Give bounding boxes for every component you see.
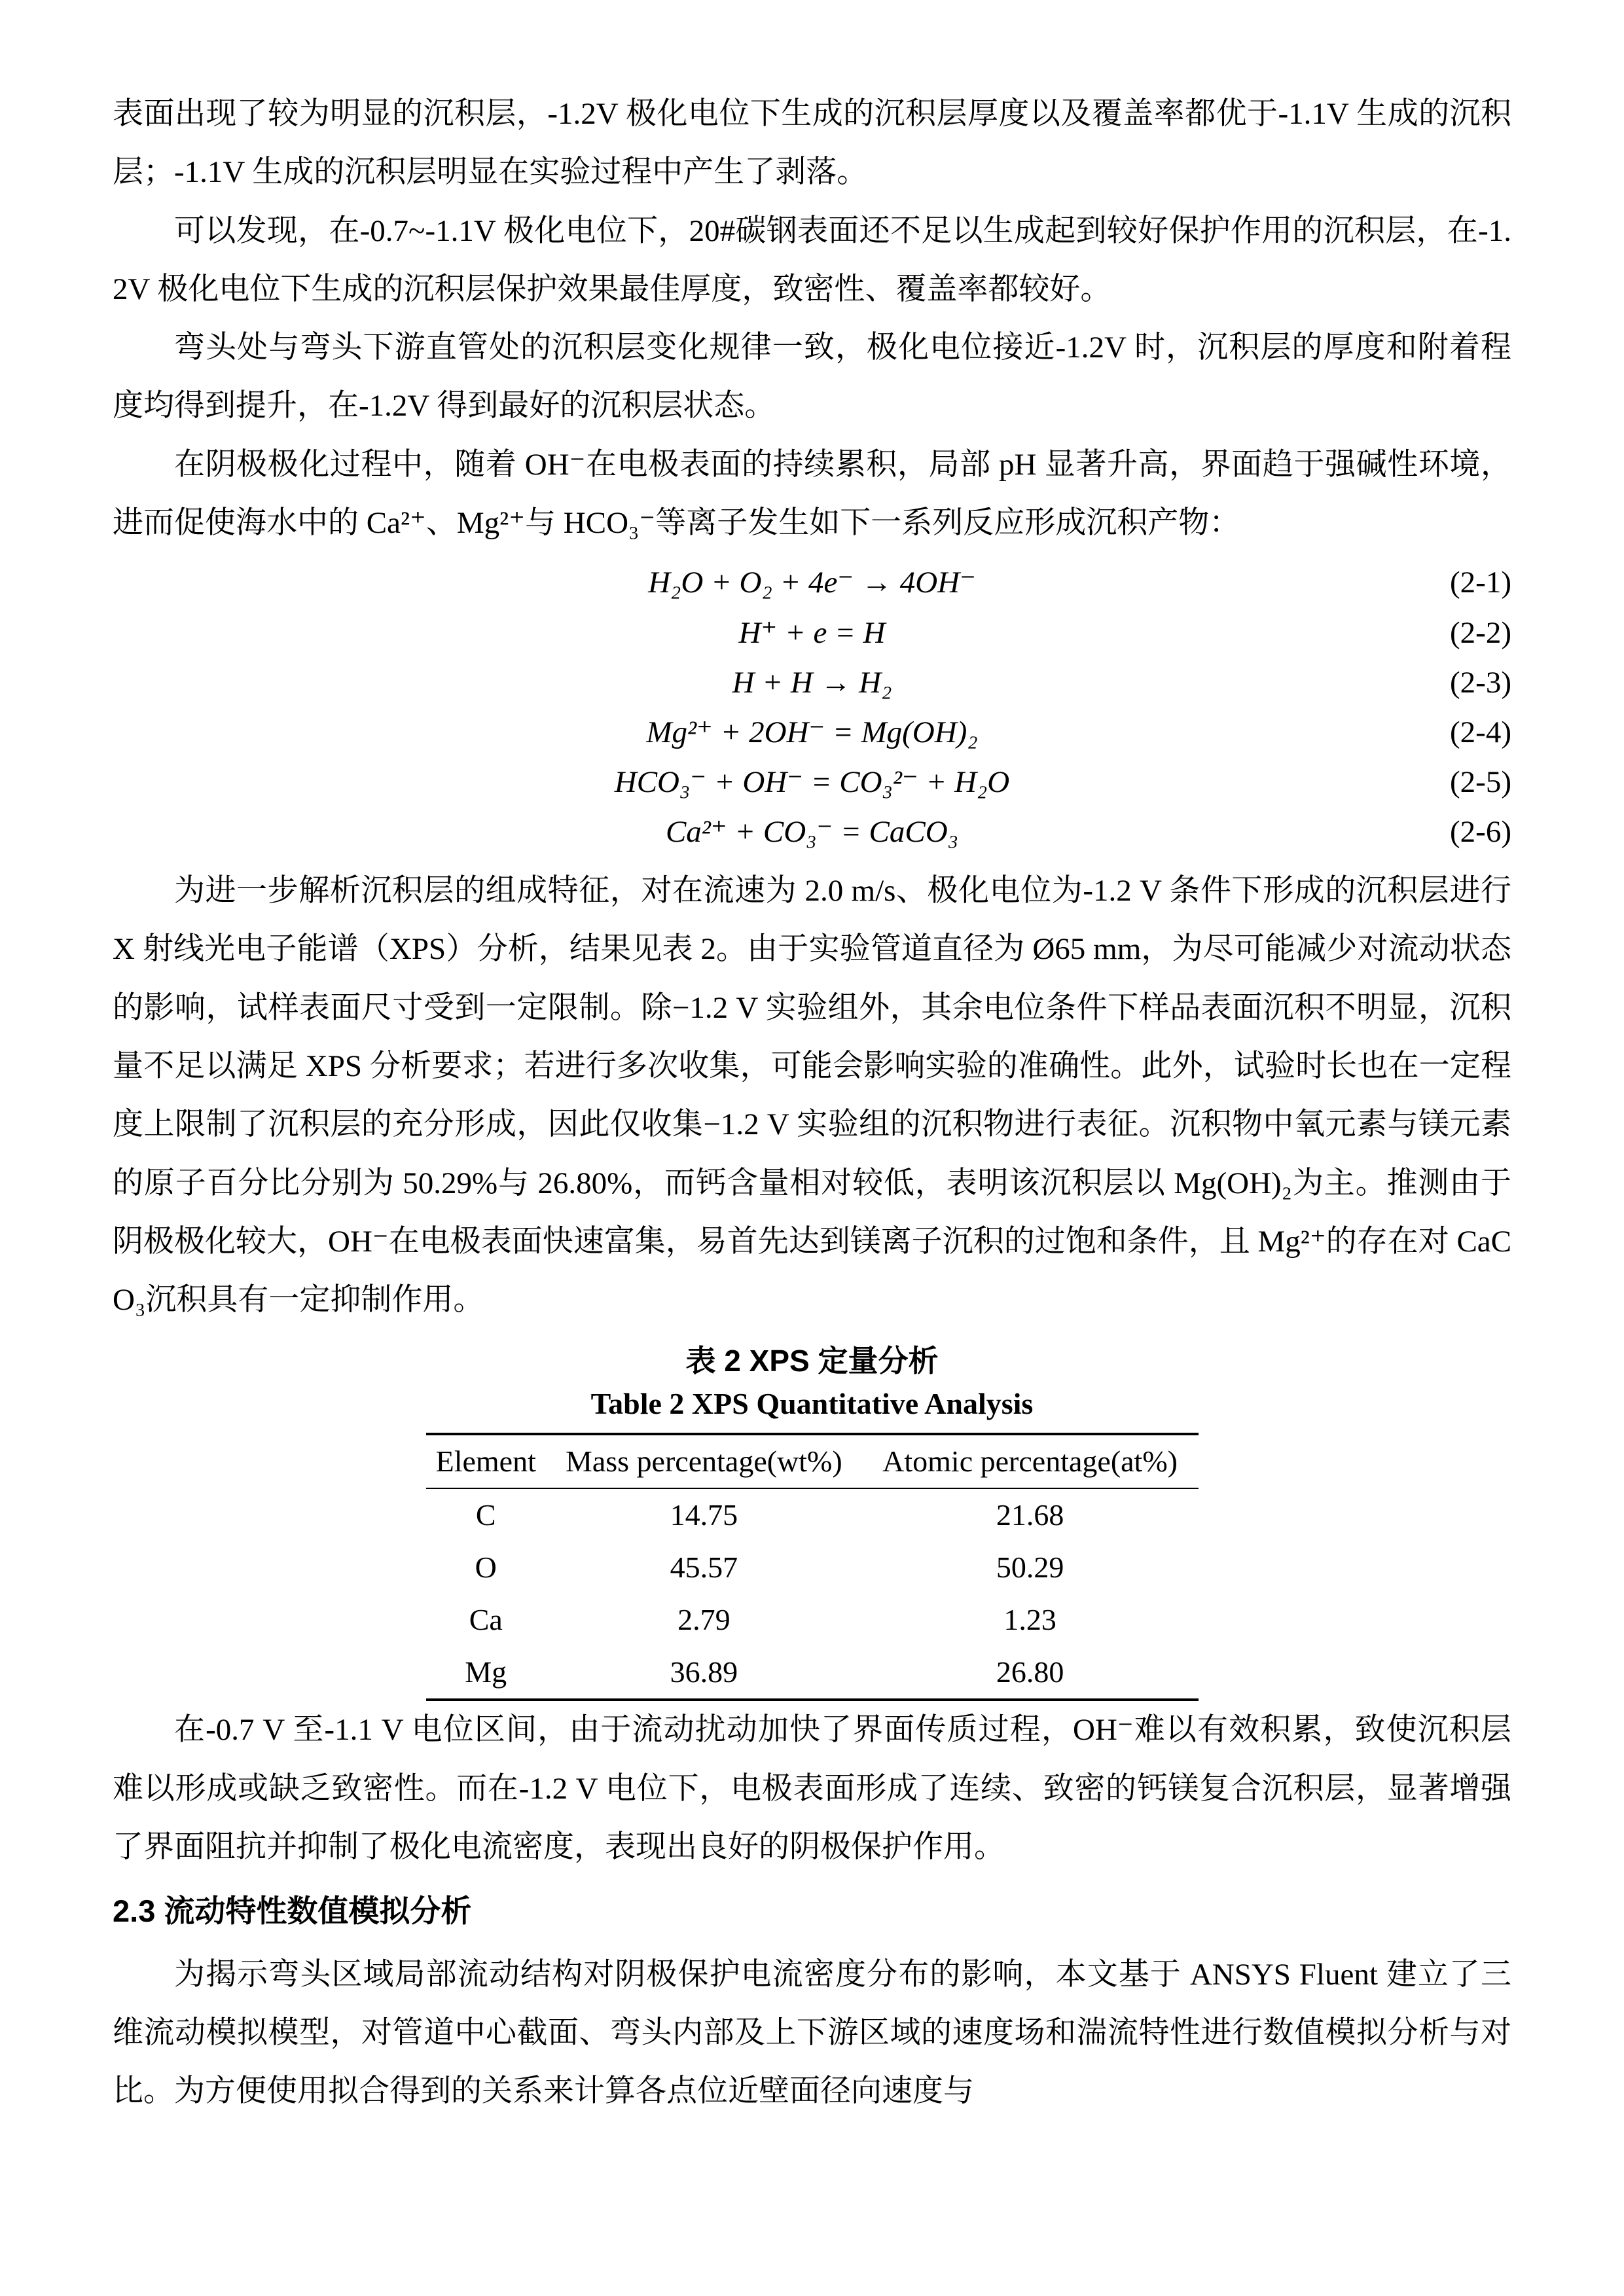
equation-number: (2-1) (1450, 565, 1511, 600)
column-header-atomic-percentage: Atomic percentage(at%) (882, 1444, 1178, 1478)
equation-2-2 (113, 608, 1511, 658)
paragraph-cfd-simulation-intro: 为揭示弯头区域局部流动结构对阴极保护电流密度分布的影响，本文基于 ANSYS Fluent 建立了三维流动模拟模型，对管道中心截面、弯头内部及上下游区域的速度场和湍流特性进行数值模拟分析与对比。为方便使用拟合得到的关系来计算各点位近壁面径向速度与 (113, 1957, 1511, 2109)
equation-number: (2-2) (1450, 615, 1511, 650)
cell-atomic-percentage: 1.23 (1003, 1603, 1056, 1637)
equation-number: (2-6) (1450, 815, 1511, 849)
cell-element: Mg (465, 1655, 507, 1689)
xps-quantitative-table (426, 1433, 1199, 1701)
equation-formula: H + H → H₂ (732, 665, 892, 700)
paragraph-xps-analysis: 为进一步解析沉积层的组成特征，对在流速为 2.0 m/s、极化电位为-1.2 V 条件下形成的沉积层进行 X 射线光电子能谱（XPS）分析，结果见表 2。由于实验管道直径为 Ø65 mm，为尽可能减少对流动状态的影响，试样表面尺寸受到一定限制。除−1.2 V 实验组外，其余电位条件下样品表面沉积不明显，沉积量不足以满足 XPS 分析要求；若进行多次收集，可能会影响实验的准确性。此外，试验时长也在一定程度上限制了沉积层的充分形成，因此仅收集−1.2 V 实验组的沉积物进行表征。沉积物中氧元素与镁元素的原子百分比分别为 50.29%与 26.80%，而钙含量相对较低，表明该沉积层以 Mg(OH)₂为主。推测由于阴极极化较大，OH⁻在电极表面快速富集，易首先达到镁离子沉积的过饱和条件，且 Mg²⁺的存在对 CaCO₃沉积具有一定抑制作用。 (113, 874, 1511, 1318)
equation-2-4 (113, 708, 1511, 757)
table-row (426, 1646, 1199, 1700)
equation-2-5 (113, 757, 1511, 807)
table-header-row (426, 1434, 1199, 1488)
equation-formula: H₂O + O₂ + 4e⁻ → 4OH⁻ (648, 565, 976, 600)
section-heading-2-3: 2.3 流动特性数值模拟分析 (113, 1893, 472, 1929)
column-header-mass-percentage: Mass percentage(wt%) (565, 1444, 842, 1478)
cell-element: Ca (469, 1603, 503, 1637)
table-row (426, 1594, 1199, 1646)
paragraph-potential-interval-summary: 在-0.7 V 至-1.1 V 电位区间，由于流动扰动加快了界面传质过程，OH⁻难以有效积累，致使沉积层难以形成或缺乏致密性。而在-1.2 V 电位下，电极表面形成了连续、致密的钙镁复合沉积层，显著增强了界面阻抗并抑制了极化电流密度，表现出良好的阴极保护作用。 (113, 1713, 1511, 1864)
cell-atomic-percentage: 50.29 (996, 1551, 1064, 1585)
cell-atomic-percentage: 26.80 (996, 1655, 1064, 1689)
equation-number: (2-3) (1450, 665, 1511, 700)
cell-element: C (475, 1498, 496, 1532)
equation-formula: H⁺ + e = H (738, 615, 886, 650)
equation-formula: Ca²⁺ + CO₃⁻ = CaCO₃ (665, 815, 959, 849)
cell-mass-percentage: 36.89 (670, 1655, 738, 1689)
cell-mass-percentage: 14.75 (670, 1498, 738, 1532)
paragraph-cathodic-polarization: 在阴极极化过程中，随着 OH⁻在电极表面的持续累积，局部 pH 显著升高，界面趋于强碱性环境，进而促使海水中的 Ca²⁺、Mg²⁺与 HCO₃⁻等离子发生如下一系列反应形成沉积产物： (113, 447, 1511, 541)
paragraph-deposit-layer-compare: 表面出现了较为明显的沉积层，-1.2V 极化电位下生成的沉积层厚度以及覆盖率都优于-1.1V 生成的沉积层；-1.1V 生成的沉积层明显在实验过程中产生了剥落。 (113, 97, 1511, 190)
column-header-element: Element (435, 1444, 536, 1478)
equation-block (113, 558, 1511, 857)
equation-formula: HCO₃⁻ + OH⁻ = CO₃²⁻ + H₂O (614, 764, 1010, 799)
cell-mass-percentage: 45.57 (670, 1551, 738, 1585)
paragraph-elbow-rule: 弯头处与弯头下游直管处的沉积层变化规律一致，极化电位接近-1.2V 时，沉积层的厚度和附着程度均得到提升，在-1.2V 得到最好的沉积层状态。 (113, 331, 1511, 423)
cell-atomic-percentage: 21.68 (996, 1498, 1064, 1532)
table-caption-zh: 表 2 XPS 定量分析 (685, 1343, 939, 1378)
table-row (426, 1541, 1199, 1594)
cell-element: O (475, 1551, 497, 1585)
equation-2-3 (113, 658, 1511, 708)
table-row (426, 1488, 1199, 1541)
table-caption-en: Table 2 XPS Quantitative Analysis (590, 1387, 1034, 1421)
equation-2-1 (113, 558, 1511, 607)
paragraph-finding: 可以发现，在-0.7~-1.1V 极化电位下，20#碳钢表面还不足以生成起到较好保护作用的沉积层，在-1.2V 极化电位下生成的沉积层保护效果最佳厚度，致密性、覆盖率都较好。 (113, 213, 1511, 306)
equation-number: (2-5) (1450, 764, 1511, 799)
equation-2-6 (113, 807, 1511, 857)
equation-formula: Mg²⁺ + 2OH⁻ = Mg(OH)₂ (646, 715, 978, 749)
equation-number: (2-4) (1450, 715, 1511, 749)
cell-mass-percentage: 2.79 (677, 1603, 731, 1637)
